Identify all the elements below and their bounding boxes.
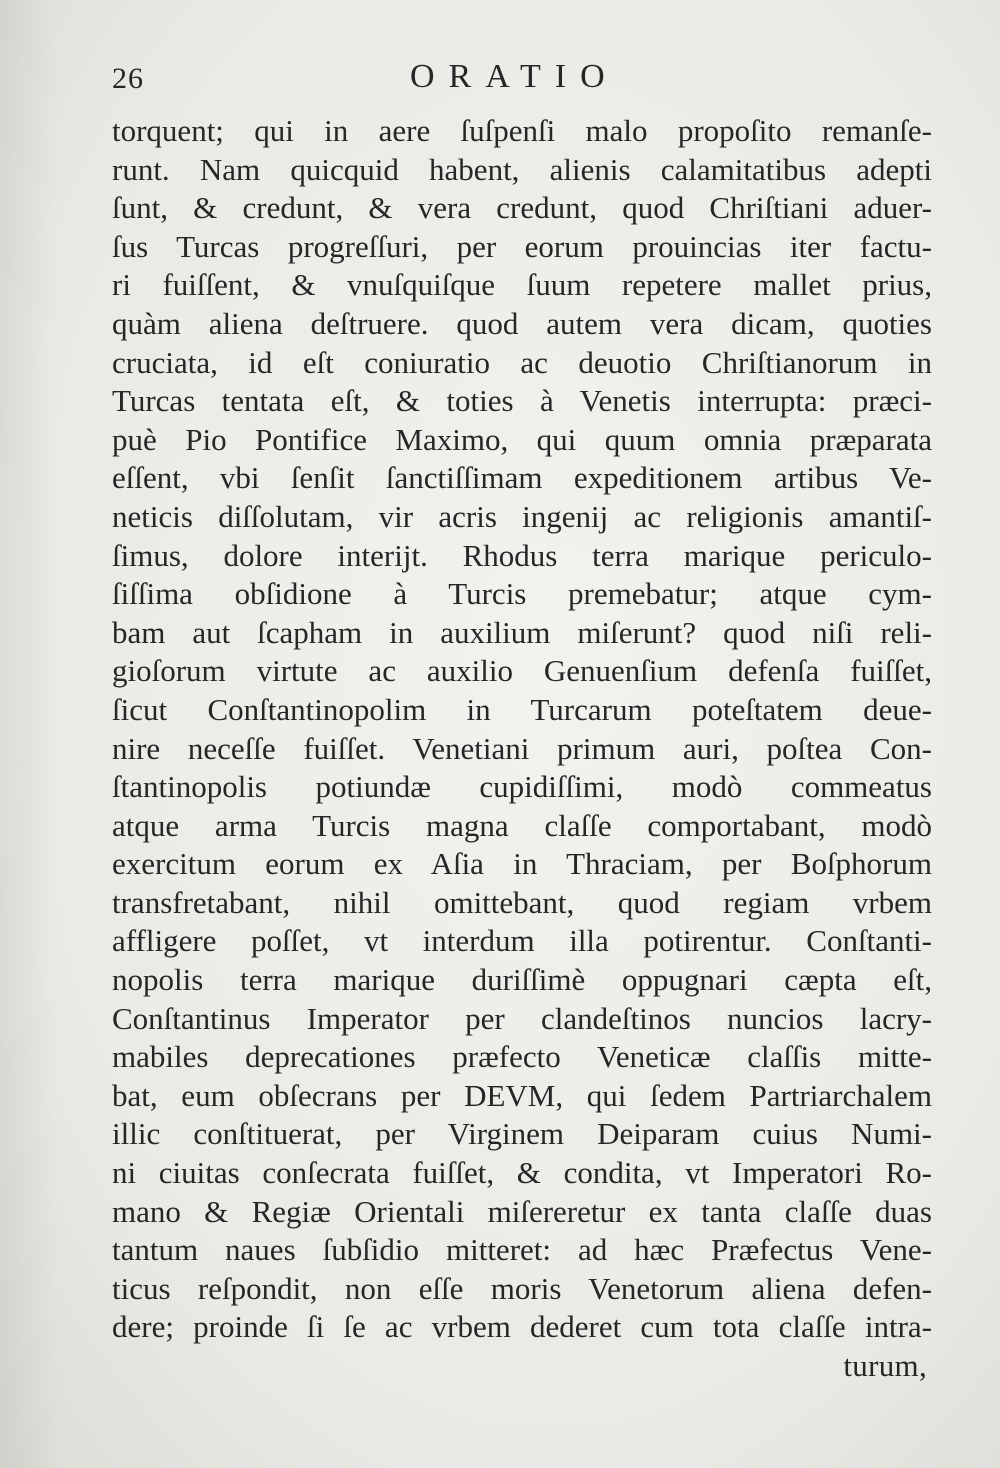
text-line: affligere poſſet, vt interdum illa potirentur. Conſtanti- bbox=[112, 923, 932, 959]
text-line: tantum naues ſubſidio mitteret: ad hæc Præfectus Vene- bbox=[112, 1232, 932, 1268]
text-line: dere; proinde ſi ſe ac vrbem dederet cum tota claſſe intra- bbox=[112, 1309, 932, 1345]
text-line: ſus Turcas progreſſuri, per eorum prouincias iter factu- bbox=[112, 228, 932, 264]
text-line: bam aut ſcapham in auxilium miſerunt? quod niſi reli- bbox=[112, 614, 932, 650]
text-line: ſicut Conſtantinopolim in Turcarum poteſtatem deue- bbox=[112, 691, 932, 727]
text-line: bat, eum obſecrans per DEVM, qui ſedem Partriarchalem bbox=[112, 1077, 932, 1113]
text-line: atque arma Turcis magna claſſe comportabant, modò bbox=[112, 807, 932, 843]
text-line: Turcas tentata eſt, & toties à Venetis interrupta: præci- bbox=[112, 383, 932, 419]
text-line: illic conſtituerat, per Virginem Deiparam cuius Numi- bbox=[112, 1116, 932, 1152]
text-line: mabiles deprecationes præfecto Veneticæ claſſis mitte- bbox=[112, 1039, 932, 1075]
text-line: Conſtantinus Imperator per clandeſtinos nuncios lacry- bbox=[112, 1000, 932, 1036]
text-line: ni ciuitas conſecrata fuiſſet, & condita, vt Imperatori Ro- bbox=[112, 1155, 932, 1191]
text-line: nopolis terra marique duriſſimè oppugnari cæpta eſt, bbox=[112, 962, 932, 998]
text-line: ri fuiſſent, & vnuſquiſque ſuum repetere mallet prius, bbox=[112, 267, 932, 303]
page-gutter-shadow bbox=[0, 0, 60, 1468]
text-line: nire neceſſe fuiſſet. Venetiani primum auri, poſtea Con- bbox=[112, 730, 932, 766]
text-line: runt. Nam quicquid habent, alienis calamitatibus adepti bbox=[112, 151, 932, 187]
text-line: gioſorum virtute ac auxilio Genuenſium defenſa fuiſſet, bbox=[112, 653, 932, 689]
body-text bbox=[112, 112, 932, 1386]
text-line: puè Pio Pontifice Maximo, qui quum omnia præparata bbox=[112, 421, 932, 457]
running-title: ORATIO bbox=[410, 58, 619, 95]
text-line: torquent; qui in aere ſuſpenſi malo propoſito remanſe- bbox=[112, 113, 932, 148]
text-line: neticis diſſolutam, vir acris ingenij ac religionis amantiſ- bbox=[112, 498, 932, 534]
text-line: quàm aliena deſtruere. quod autem vera dicam, quoties bbox=[112, 305, 932, 341]
text-line: exercitum eorum ex Aſia in Thraciam, per Boſphorum bbox=[112, 846, 932, 882]
text-line: ſtantinopolis potiundæ cupidiſſimi, modò commeatus bbox=[112, 769, 932, 805]
catchword: turum, bbox=[843, 1348, 927, 1383]
page-header bbox=[110, 56, 930, 106]
text-line: transfretabant, nihil omittebant, quod regiam vrbem bbox=[112, 884, 932, 920]
text-line: cruciata, id eſt coniuratio ac deuotio Chriſtianorum in bbox=[112, 344, 932, 380]
text-line: eſſent, vbi ſenſit ſanctiſſimam expeditionem artibus Ve- bbox=[112, 460, 932, 496]
text-line: ticus reſpondit, non eſſe moris Venetorum aliena defen- bbox=[112, 1270, 932, 1306]
text-line: ſimus, dolore interijt. Rhodus terra marique periculo- bbox=[112, 537, 932, 573]
text-line: ſunt, & credunt, & vera credunt, quod Chriſtiani aduer- bbox=[112, 190, 932, 226]
text-line: ſiſſima obſidione à Turcis premebatur; atque cym- bbox=[112, 576, 932, 612]
page-number: 26 bbox=[112, 62, 144, 95]
text-line: mano & Regiæ Orientali miſereretur ex tanta claſſe duas bbox=[112, 1193, 932, 1229]
